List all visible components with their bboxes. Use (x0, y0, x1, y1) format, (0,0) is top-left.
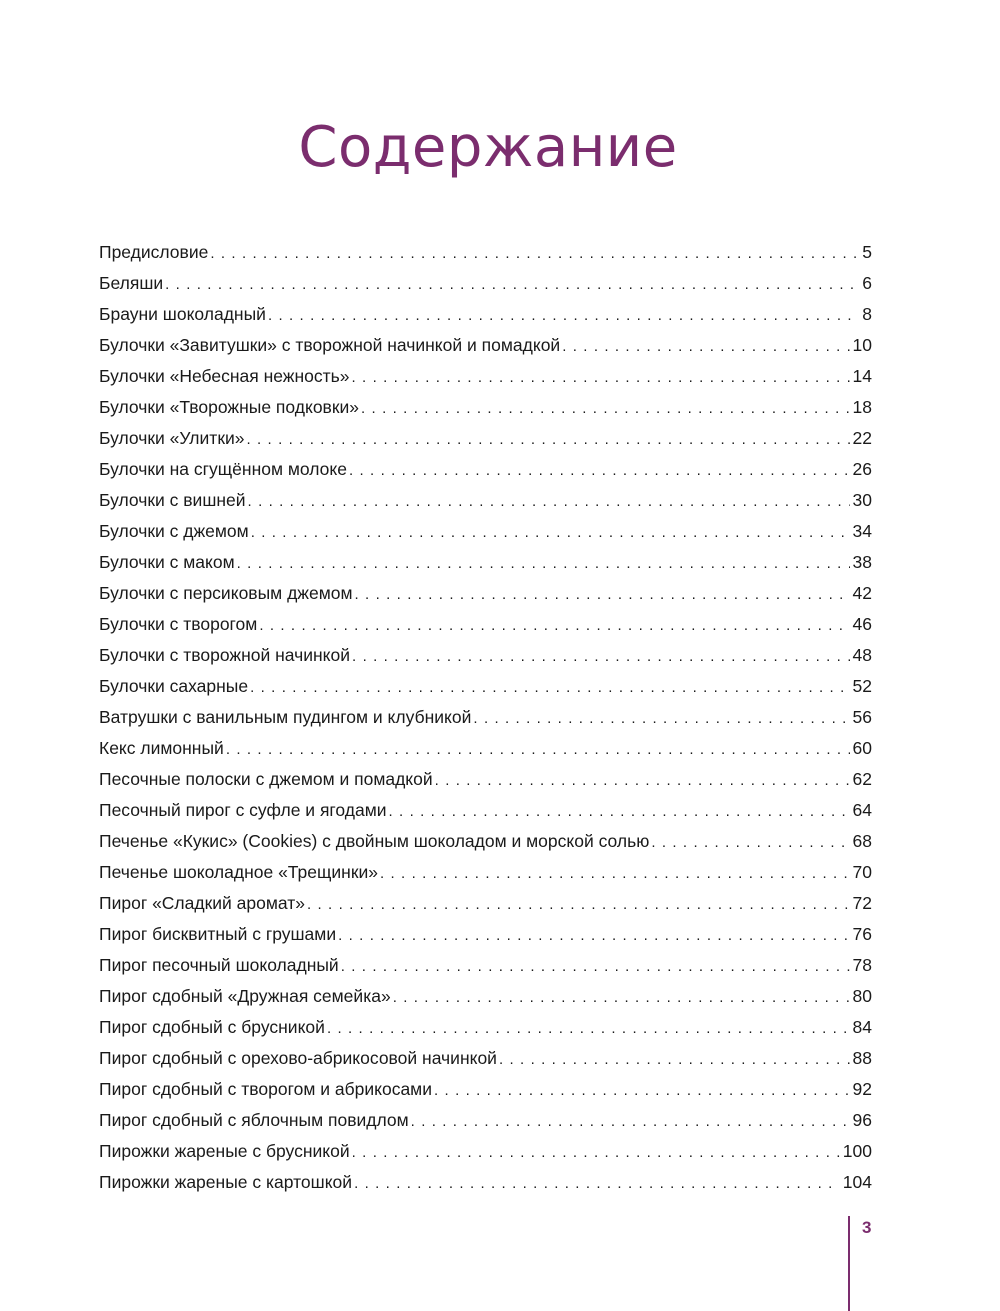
toc-dot-leader (341, 951, 850, 982)
toc-entry-title: Булочки «Улитки» (99, 428, 245, 448)
toc-entry[interactable] (99, 330, 872, 361)
toc-entry-title: Пирожки жареные с картошкой (99, 1172, 353, 1192)
toc-dot-leader (237, 548, 850, 579)
toc-entry-page-number: 52 (852, 676, 872, 696)
toc-dot-leader (389, 796, 850, 827)
toc-entry-page-number: 5 (862, 242, 872, 262)
toc-entry-title: Булочки с джемом (99, 521, 249, 541)
toc-entry[interactable] (99, 237, 872, 268)
toc-entry[interactable] (99, 671, 872, 702)
toc-entry[interactable] (99, 268, 872, 299)
toc-dot-leader (210, 238, 859, 269)
toc-entry[interactable] (99, 578, 872, 609)
toc-dot-leader (562, 331, 849, 362)
toc-entry[interactable] (99, 1043, 872, 1074)
toc-entry[interactable] (99, 1167, 872, 1198)
toc-entry[interactable] (99, 640, 872, 671)
toc-entry-page-number: 64 (852, 800, 872, 820)
toc-dot-leader (380, 858, 850, 889)
toc-entry-page-number: 8 (862, 304, 872, 324)
toc-entry-page-number: 60 (852, 738, 872, 758)
toc-entry[interactable] (99, 485, 872, 516)
toc-entry[interactable] (99, 516, 872, 547)
toc-dot-leader (248, 486, 850, 517)
table-of-contents (99, 237, 872, 1198)
toc-dot-leader (434, 1075, 850, 1106)
toc-entry-title: Булочки на сгущённом молоке (99, 459, 347, 479)
toc-entry-page-number: 42 (852, 583, 872, 603)
page-number-divider (848, 1216, 850, 1311)
toc-entry[interactable] (99, 919, 872, 950)
toc-entry[interactable] (99, 423, 872, 454)
toc-entry-title: Пирог песочный шоколадный (99, 955, 339, 975)
toc-entry-page-number: 6 (862, 273, 872, 293)
toc-entry-page-number: 84 (852, 1017, 872, 1037)
toc-entry-page-number: 34 (852, 521, 872, 541)
toc-entry-title: Пирог сдобный «Дружная семейка» (99, 986, 391, 1006)
toc-entry-title: Пирог сдобный с орехово-абрикосовой начинкой (99, 1048, 497, 1068)
toc-entry-title: Булочки сахарные (99, 676, 249, 696)
toc-dot-leader (411, 1106, 850, 1137)
toc-entry-title: Булочки с персиковым джемом (99, 583, 353, 603)
toc-entry-page-number: 10 (852, 335, 872, 355)
toc-entry[interactable] (99, 733, 872, 764)
toc-dot-leader (355, 579, 850, 610)
toc-entry-page-number: 14 (852, 366, 872, 386)
toc-entry-title: Кекс лимонный (99, 738, 224, 758)
toc-entry[interactable] (99, 826, 872, 857)
toc-entry-page-number: 100 (842, 1141, 872, 1161)
toc-entry[interactable] (99, 1012, 872, 1043)
toc-entry-page-number: 70 (852, 862, 872, 882)
toc-entry-title: Пирог сдобный с яблочным повидлом (99, 1110, 409, 1130)
toc-dot-leader (393, 982, 850, 1013)
toc-dot-leader (259, 610, 849, 641)
toc-dot-leader (250, 672, 849, 703)
toc-dot-leader (352, 362, 850, 393)
toc-entry-title: Пирог «Сладкий аромат» (99, 893, 305, 913)
toc-entry-page-number: 62 (852, 769, 872, 789)
toc-entry[interactable] (99, 609, 872, 640)
toc-entry-title: Ватрушки с ванильным пудингом и клубникой (99, 707, 472, 727)
toc-entry-page-number: 30 (852, 490, 872, 510)
page-title: Содержание (298, 115, 678, 180)
toc-entry[interactable] (99, 1105, 872, 1136)
toc-entry-page-number: 80 (852, 986, 872, 1006)
toc-entry-page-number: 76 (852, 924, 872, 944)
toc-entry[interactable] (99, 1136, 872, 1167)
toc-entry-title: Пирог сдобный с творогом и абрикосами (99, 1079, 432, 1099)
toc-entry-page-number: 38 (852, 552, 872, 572)
toc-entry[interactable] (99, 392, 872, 423)
toc-entry-page-number: 92 (852, 1079, 872, 1099)
toc-entry-title: Булочки «Небесная нежность» (99, 366, 350, 386)
toc-dot-leader (349, 455, 850, 486)
toc-entry[interactable] (99, 1074, 872, 1105)
toc-entry[interactable] (99, 702, 872, 733)
toc-dot-leader (473, 703, 849, 734)
toc-dot-leader (226, 734, 850, 765)
toc-dot-leader (435, 765, 850, 796)
toc-entry-title: Пирог сдобный с брусникой (99, 1017, 325, 1037)
toc-entry-page-number: 78 (852, 955, 872, 975)
toc-entry-title: Булочки «Творожные подковки» (99, 397, 360, 417)
toc-entry-page-number: 46 (852, 614, 872, 634)
toc-dot-leader (338, 920, 849, 951)
toc-dot-leader (307, 889, 850, 920)
toc-entry-title: Песочный пирог с суфле и ягодами (99, 800, 387, 820)
toc-entry[interactable] (99, 299, 872, 330)
toc-entry-title: Брауни шоколадный (99, 304, 266, 324)
toc-entry[interactable] (99, 454, 872, 485)
toc-entry[interactable] (99, 361, 872, 392)
toc-dot-leader (354, 1168, 840, 1199)
toc-entry-page-number: 96 (852, 1110, 872, 1130)
toc-entry-page-number: 18 (852, 397, 872, 417)
toc-entry-page-number: 22 (852, 428, 872, 448)
toc-dot-leader (251, 517, 850, 548)
toc-dot-leader (499, 1044, 850, 1075)
toc-entry-title: Печенье шоколадное «Трещинки» (99, 862, 378, 882)
toc-entry[interactable] (99, 981, 872, 1012)
toc-dot-leader (327, 1013, 850, 1044)
toc-entry-page-number: 88 (852, 1048, 872, 1068)
toc-entry-title: Булочки «Завитушки» с творожной начинкой и помадкой (99, 335, 561, 355)
toc-entry[interactable] (99, 764, 872, 795)
toc-entry[interactable] (99, 795, 872, 826)
toc-dot-leader (352, 641, 849, 672)
toc-entry-page-number: 104 (842, 1172, 872, 1192)
toc-entry[interactable] (99, 950, 872, 981)
toc-entry-title: Пирог бисквитный с грушами (99, 924, 337, 944)
toc-entry-title: Булочки с творогом (99, 614, 258, 634)
toc-entry-page-number: 48 (852, 645, 872, 665)
toc-dot-leader (165, 269, 859, 300)
toc-entry-title: Булочки с творожной начинкой (99, 645, 351, 665)
toc-entry-page-number: 72 (852, 893, 872, 913)
toc-entry-title: Беляши (99, 273, 164, 293)
toc-dot-leader (651, 827, 849, 858)
toc-entry-title: Печенье «Кукис» (Cookies) с двойным шоколадом и морской солью (99, 831, 650, 851)
toc-entry-page-number: 26 (852, 459, 872, 479)
toc-dot-leader (352, 1137, 840, 1168)
toc-entry[interactable] (99, 888, 872, 919)
toc-entry[interactable] (99, 547, 872, 578)
toc-dot-leader (361, 393, 850, 424)
toc-entry-title: Предисловие (99, 242, 209, 262)
toc-entry[interactable] (99, 857, 872, 888)
toc-entry-title: Песочные полоски с джемом и помадкой (99, 769, 433, 789)
toc-entry-title: Булочки с маком (99, 552, 235, 572)
toc-dot-leader (268, 300, 859, 331)
toc-entry-title: Булочки с вишней (99, 490, 246, 510)
toc-entry-page-number: 68 (852, 831, 872, 851)
toc-dot-leader (246, 424, 849, 455)
toc-entry-title: Пирожки жареные с брусникой (99, 1141, 350, 1161)
page-number: 3 (862, 1218, 872, 1237)
toc-entry-page-number: 56 (852, 707, 872, 727)
